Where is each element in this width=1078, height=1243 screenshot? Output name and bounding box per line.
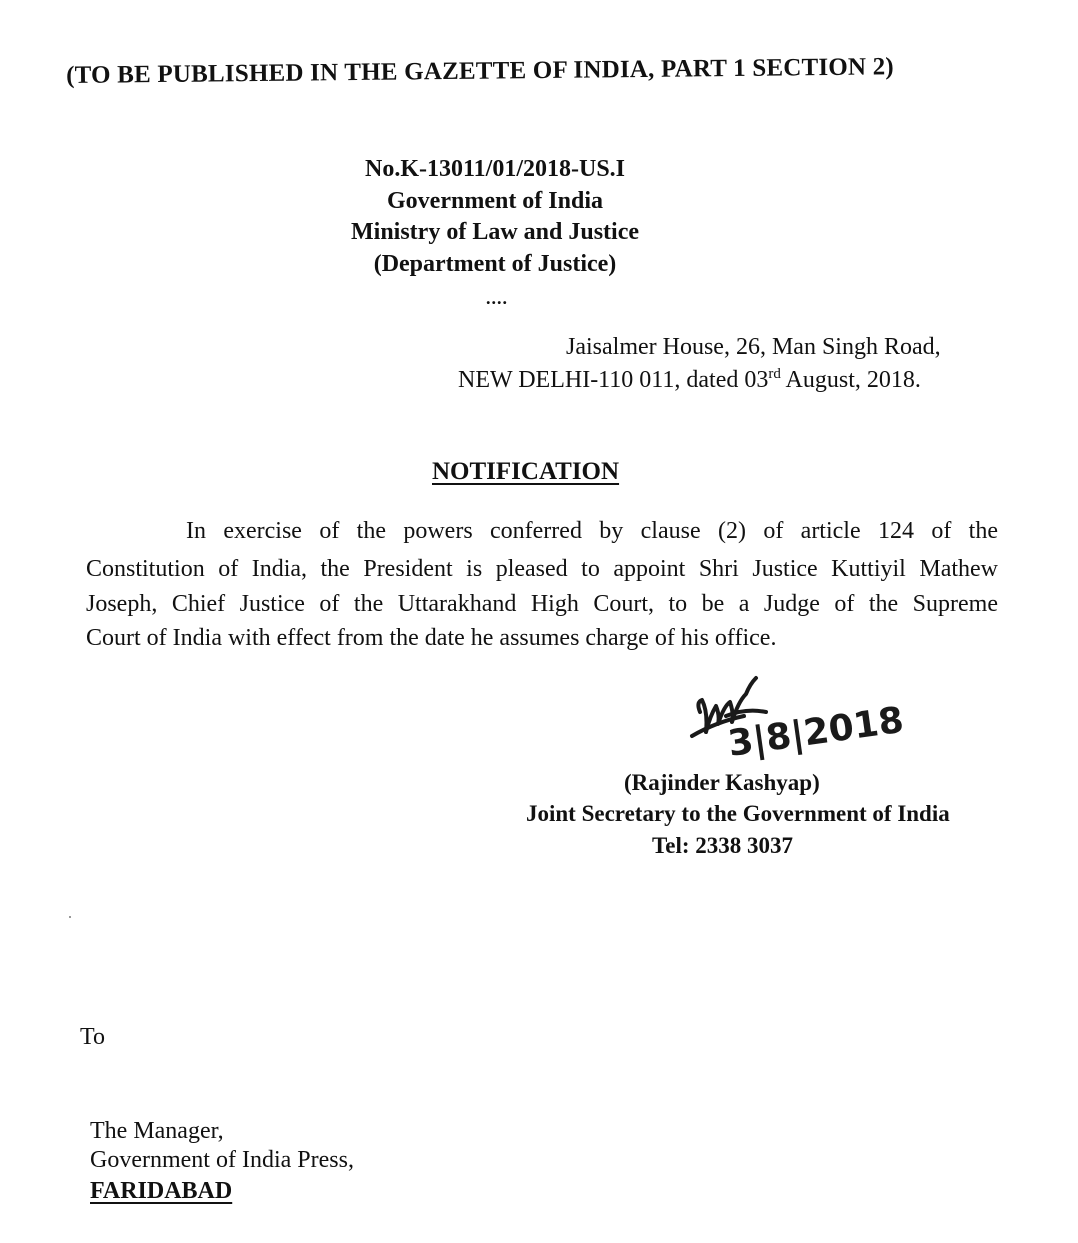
handwritten-signature	[686, 672, 907, 768]
ministry-name: Ministry of Law and Justice	[351, 219, 639, 245]
government-name: Government of India	[387, 188, 603, 214]
date-ordinal-suffix: rd	[768, 366, 781, 382]
recipient-city: FARIDABAD	[90, 1178, 233, 1204]
recipient-line-1: The Manager,	[90, 1118, 224, 1144]
notification-line-3: Joseph, Chief Justice of the Uttarakhand High Court, to be a Judge of the Supreme	[86, 591, 998, 617]
signatory-name: (Rajinder Kashyap)	[624, 770, 820, 795]
address-line-2	[458, 366, 921, 394]
signatory-telephone: Tel: 2338 3037	[652, 833, 793, 858]
to-label: To	[80, 1024, 105, 1050]
recipient-line-2: Government of India Press,	[90, 1147, 354, 1173]
signature-date-handwritten: 3|8|2018	[725, 699, 907, 765]
scan-speck	[69, 916, 71, 918]
address-date-suffix: August, 2018.	[780, 367, 921, 393]
gazette-publication-note: (TO BE PUBLISHED IN THE GAZETTE OF INDIA, PART 1 SECTION 2)	[66, 53, 895, 89]
file-number: No.K-13011/01/2018-US.I	[364, 156, 625, 182]
separator-dots: ....	[486, 288, 508, 308]
signatory-designation: Joint Secretary to the Government of India	[526, 801, 950, 826]
address-date-prefix: NEW DELHI-110 011, dated 03	[458, 367, 769, 393]
notification-line-2: Constitution of India, the President is pleased to appoint Shri Justice Kuttiyil Mathew	[86, 556, 998, 582]
notification-line-4: Court of India with effect from the date he assumes charge of his office.	[86, 625, 777, 651]
address-line-1: Jaisalmer House, 26, Man Singh Road,	[566, 334, 941, 360]
notification-heading: NOTIFICATION	[432, 458, 620, 485]
department-name: (Department of Justice)	[373, 251, 617, 277]
notification-line-1: In exercise of the powers conferred by clause (2) of article 124 of the	[186, 518, 998, 544]
